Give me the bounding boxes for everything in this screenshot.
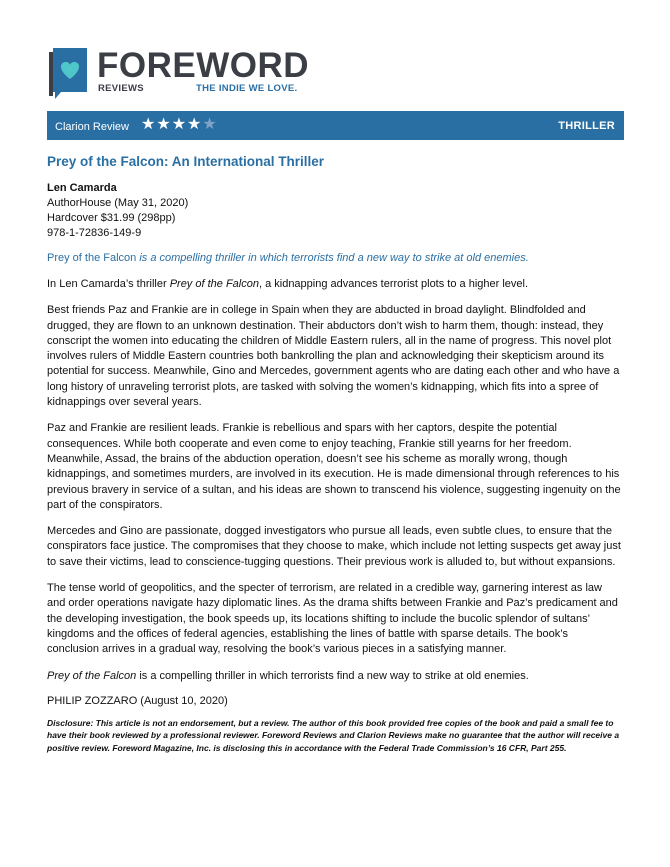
paragraph-book-title: Prey of the Falcon <box>169 278 259 290</box>
genre-label[interactable]: THRILLER <box>558 120 615 132</box>
review-paragraph-4: Mercedes and Gino are passionate, dogged investigators who pursue all leads, even subtle clues, to ensure that the conspirators face justice. The compromises that they choose to make, which include not letting suspects get away just to save their victims, lead to conscience-tugging questions. Their previous work is alluded to, but without expansions. <box>47 525 621 568</box>
disclosure-text: Disclosure: This article is not an endorsement, but a review. The author of this book provided free copies of the book and paid a small fee to have their book reviewed by a professional reviewer. Foreword Reviews and Clarion Reviews make no guarantee that the author will receive a positive review. Foreword Magazine, Inc. is disclosing this in accordance with the Federal Trade Commission’s 16 CFR, Part 255. <box>47 717 620 753</box>
summary-text: is a compelling thriller in which terrorists find a new way to strike at old enemies. <box>136 252 529 264</box>
star-filled-icon: ★ <box>141 116 157 133</box>
logo-reviews-text: REVIEWS <box>98 83 144 94</box>
summary-book-title: Prey of the Falcon <box>47 252 137 264</box>
book-author: Len Camarda <box>47 182 117 194</box>
star-filled-icon: ★ <box>156 116 172 133</box>
foreword-logo[interactable] <box>47 46 310 102</box>
review-paragraph-3: Paz and Frankie are resilient leads. Frankie is rebellious and spars with her captors, despite the potential consequences. While both cooperate and even come to enjoy teaching, Frankie still yearns for her freedom. Meanwhile, Assad, the brains of the abduction operation, doesn’t see his scheme as morally wrong, though kidnappings, and sometimes murders, are involved in its execution. He is made dimensional through references to his previous bravery in service of a sultan, and his ideas are shown to transcend his violence, suggesting ingenuity on the part of the conspirators. <box>47 422 621 511</box>
logo-tagline: THE INDIE WE LOVE. <box>196 83 298 94</box>
paragraph-text: , a kidnapping advances terrorist plots to a higher level. <box>258 278 529 290</box>
reviewer-byline: PHILIP ZOZZARO (August 10, 2020) <box>47 694 228 707</box>
book-publisher: AuthorHouse (May 31, 2020) <box>47 197 189 209</box>
review-summary <box>47 251 623 266</box>
logo-wordmark: FOREWORD <box>97 46 310 85</box>
review-paragraph-6 <box>47 669 623 684</box>
review-paragraph-1 <box>47 277 623 292</box>
book-format: Hardcover $31.99 (298pp) <box>47 212 176 224</box>
book-title: Prey of the Falcon: An International Thriller <box>47 154 325 169</box>
star-rating <box>141 116 218 134</box>
book-metadata <box>47 181 623 241</box>
review-paragraph-5: The tense world of geopolitics, and the specter of terrorism, are related in a credible way, garnering interest as law and order operations navigate hazy diplomatic lines. As the drama shifts between Frankie and Paz’s predicament and the developing investigation, the book speeds up, its locations shifting to include the bucolic splendor of sultans’ kingdoms and the offices of federal agencies, establishing the lines of battle with sparse details. The book’s conclusion arrives in a gradual way, resolving the book’s various pieces in a satisfying manner. <box>47 582 618 656</box>
review-banner <box>47 111 624 140</box>
book-heart-logo-icon <box>47 46 91 100</box>
review-paragraph-2: Best friends Paz and Frankie are in college in Spain when they are abducted in broad daylight. Blindfolded and drugged, they are flown to an unknown destination. Their abductors don’t wish to harm them, though: instead, they conscript the women into educating the children of Middle Eastern rulers, all in the name of progress. This novel plot involves rulers of Middle Eastern countries both bankrolling the plan and acknowledging their skepticism around its potential for success. Meanwhile, Gino and Mercedes, government agents who are dating each other and who have a long history of unraveling terrorist plots, are tasked with solving the women’s kidnapping, which fits into a spree of kidnappings over several years. <box>47 304 620 409</box>
paragraph-book-title: Prey of the Falcon <box>47 669 137 682</box>
star-filled-icon: ★ <box>171 116 188 133</box>
paragraph-text: is a compelling thriller in which terrorists find a new way to strike at old enemies. <box>136 669 529 682</box>
paragraph-text: In Len Camarda’s thriller <box>47 278 170 290</box>
review-content <box>47 154 623 754</box>
book-isbn: 978-1-72836-149-9 <box>47 227 142 239</box>
star-empty-icon: ★ <box>202 116 218 133</box>
star-filled-icon: ★ <box>187 116 203 133</box>
review-type-label: Clarion Review <box>55 121 129 133</box>
